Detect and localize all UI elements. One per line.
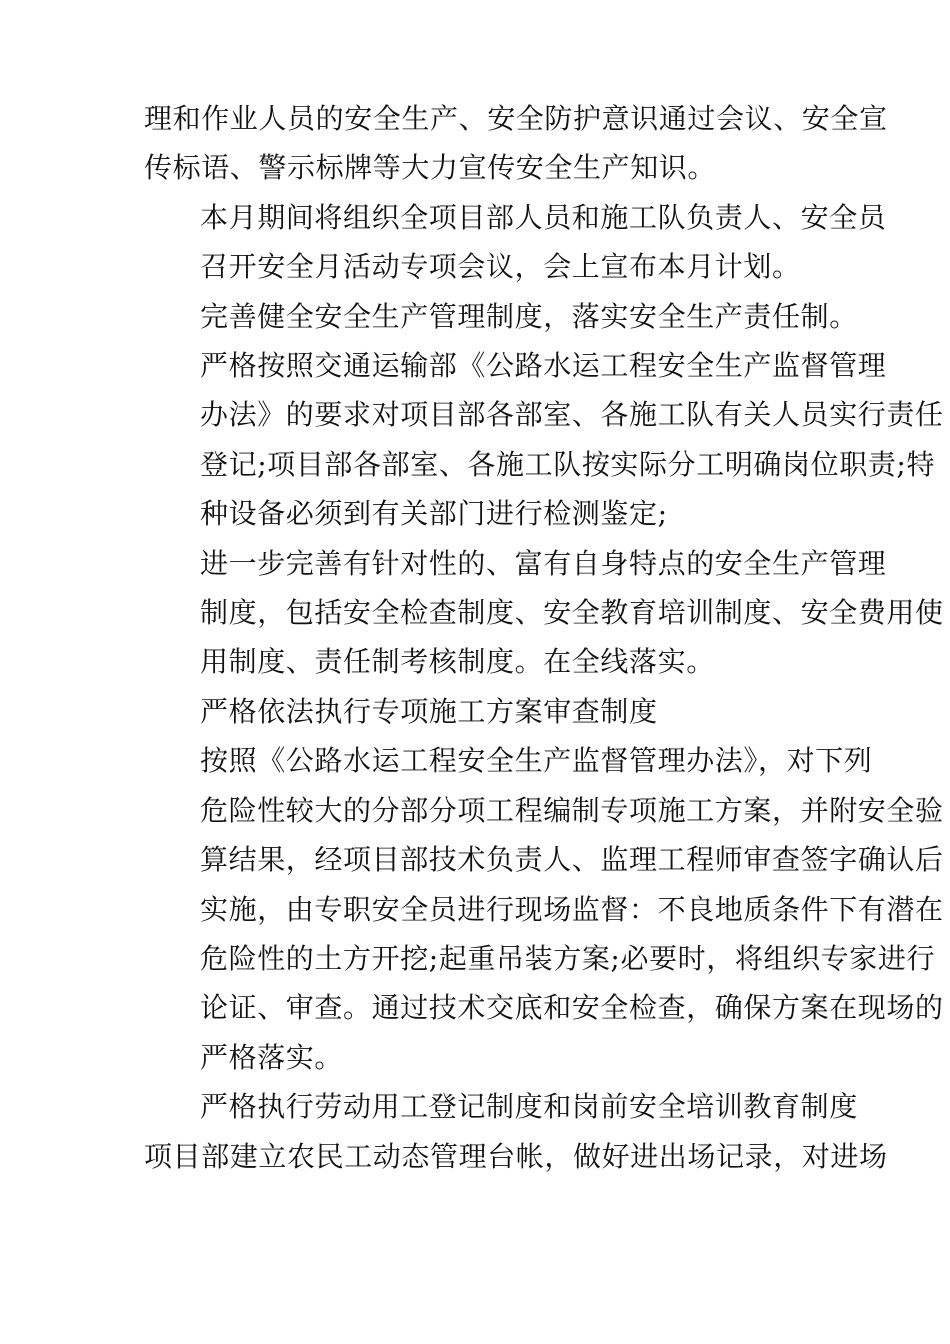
paragraph-line: 实施，由专职安全员进行现场监督：不良地质条件下有潜在 (200, 892, 944, 926)
paragraph (144, 341, 944, 539)
paragraph-line: 算结果，经项目部技术负责人、监理工程师审查签字确认后 (200, 843, 944, 877)
paragraph-line: 严格依法执行专项施工方案审查制度 (200, 694, 658, 728)
paragraph-line: 项目部建立农民工动态管理台帐，做好进出场记录，对进场 (144, 1139, 888, 1173)
paragraph-line: 严格执行劳动用工登记制度和岗前安全培训教育制度 (200, 1090, 858, 1124)
paragraph (144, 1132, 888, 1181)
paragraph-line: 办法》的要求对项目部各部室、各施工队有关人员实行责任 (200, 398, 944, 432)
paragraph (144, 736, 944, 1082)
paragraph-line: 按照《公路水运工程安全生产监督管理办法》，对下列 (200, 744, 873, 778)
paragraph-line: 用制度、责任制考核制度。在全线落实。 (200, 645, 715, 679)
paragraph (144, 1082, 858, 1131)
paragraph-line: 严格落实。 (200, 1040, 344, 1074)
paragraph-line: 危险性较大的分部分项工程编制专项施工方案，并附安全验 (200, 793, 944, 827)
paragraph-line: 理和作业人员的安全生产、安全防护意识通过会议、安全宣 (144, 102, 888, 135)
document-body (144, 94, 944, 1181)
paragraph-line: 本月期间将组织全项目部人员和施工队负责人、安全员 (200, 200, 887, 234)
paragraph (144, 193, 887, 292)
paragraph-line: 种设备必须到有关部门进行检测鉴定; (200, 497, 668, 531)
paragraph-line: 传标语、警示标牌等大力宣传安全生产知识。 (144, 151, 717, 185)
paragraph-line: 进一步完善有针对性的、富有自身特点的安全生产管理 (200, 546, 887, 580)
paragraph-line: 完善健全安全生产管理制度，落实安全生产责任制。 (200, 299, 858, 333)
paragraph (144, 292, 858, 341)
paragraph (144, 687, 812, 736)
paragraph-line: 制度，包括安全检查制度、安全教育培训制度、安全费用使 (200, 596, 944, 630)
paragraph (144, 94, 888, 193)
paragraph-line: 危险性的土方开挖;起重吊装方案;必要时，将组织专家进行 (200, 941, 936, 975)
paragraph-line: 登记;项目部各部室、各施工队按实际分工明确岗位职责;特 (200, 447, 936, 481)
paragraph-line: 严格按照交通运输部《公路水运工程安全生产监督管理 (200, 349, 887, 383)
paragraph-line: 召开安全月活动专项会议，会上宣布本月计划。 (200, 250, 801, 284)
paragraph (144, 539, 944, 687)
paragraph-line: 论证、审查。通过技术交底和安全检查，确保方案在现场的 (200, 991, 944, 1025)
